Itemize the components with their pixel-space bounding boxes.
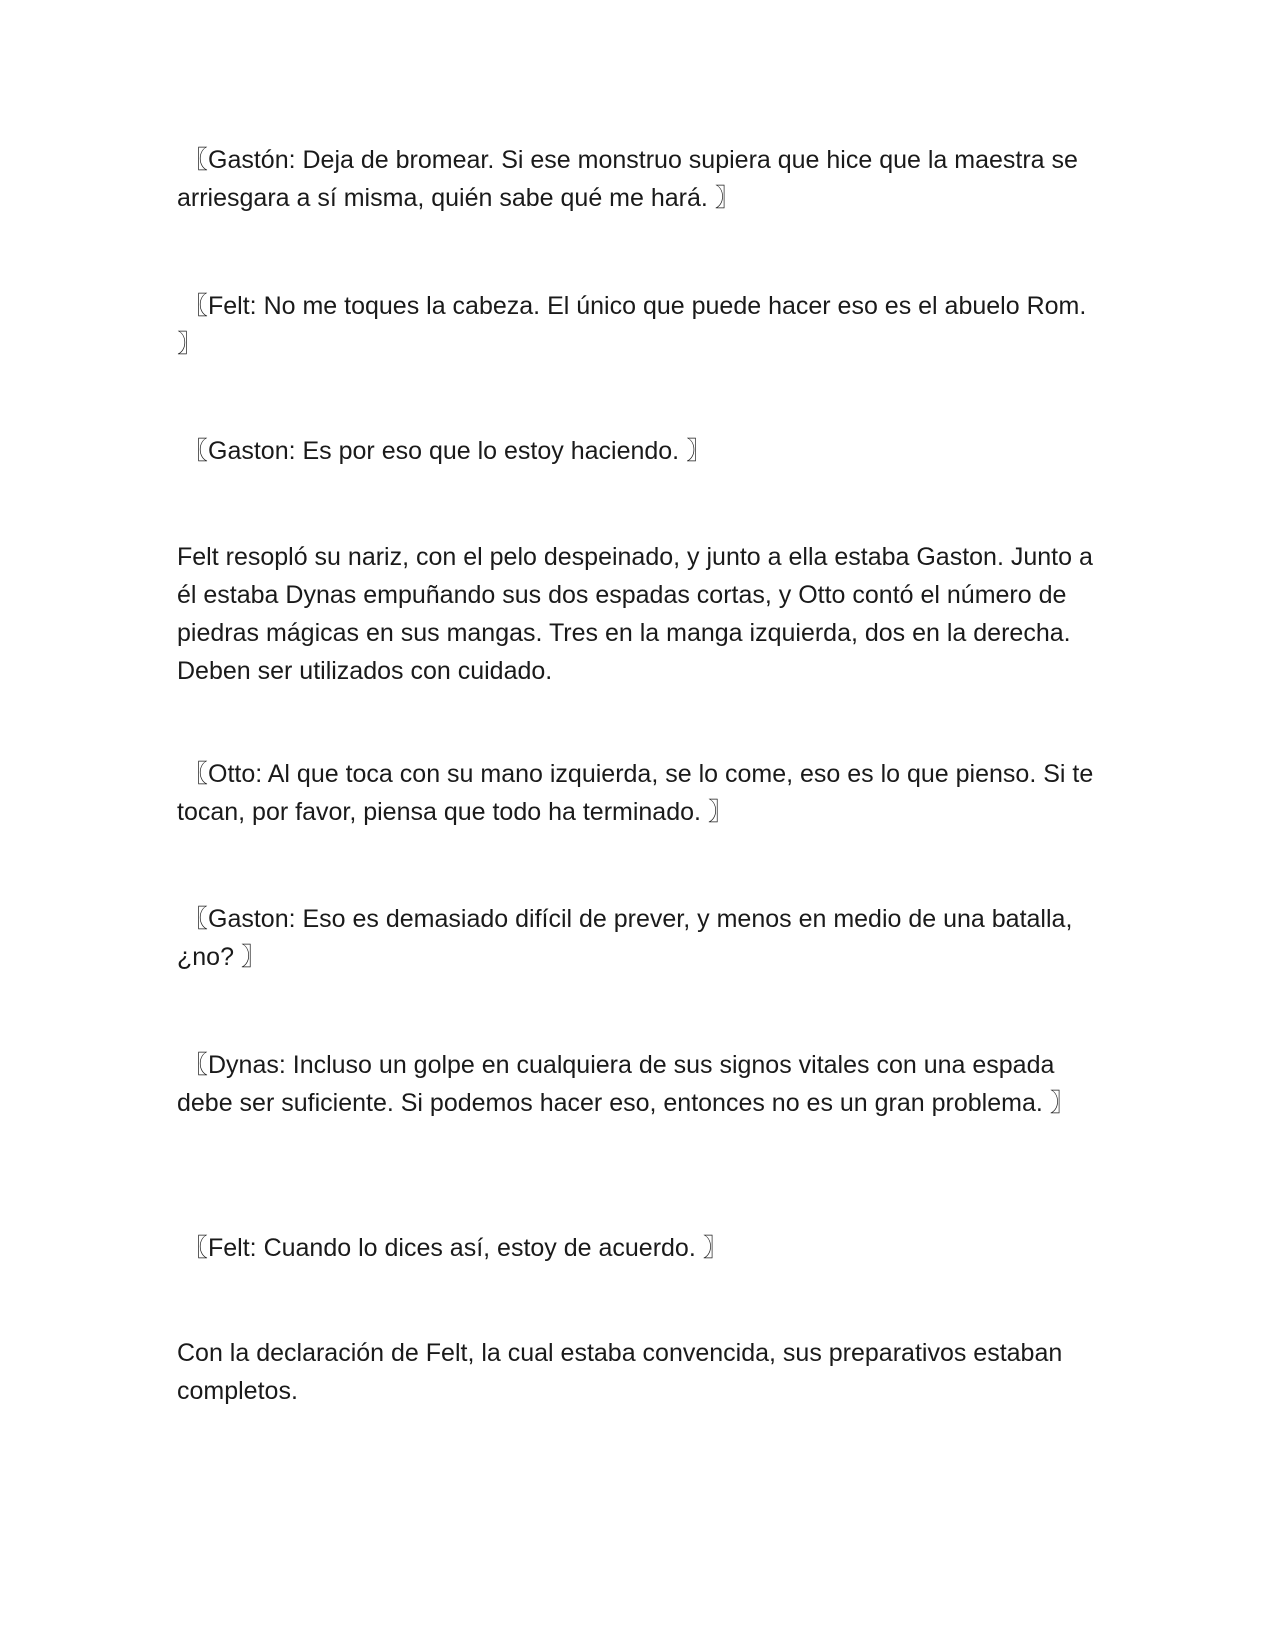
dialogue-gaston-3: 〖Gaston: Eso es demasiado difícil de prever, y menos en medio de una batalla, ¿no? 〗 <box>177 905 1073 971</box>
dialogue-felt-1: 〖Felt: No me toques la cabeza. El único que puede hacer eso es el abuelo Rom. 〗 <box>177 292 1087 358</box>
dialogue-felt-2: 〖Felt: Cuando lo dices así, estoy de acuerdo. 〗 <box>183 1234 728 1262</box>
narration-paragraph-2: Con la declaración de Felt, la cual estaba convencida, sus preparativos estaban completos. <box>177 1339 1063 1405</box>
dialogue-gaston-1: 〖Gastón: Deja de bromear. Si ese monstruo supiera que hice que la maestra se arriesgara a sí misma, quién sabe qué me hará. 〗 <box>177 146 1078 212</box>
dialogue-dynas-1: 〖Dynas: Incluso un golpe en cualquiera de sus signos vitales con una espada debe ser suficiente. Si podemos hacer eso, entonces no es un gran problema. 〗 <box>177 1051 1075 1117</box>
dialogue-gaston-2: 〖Gaston: Es por eso que lo estoy haciendo. 〗 <box>183 437 712 465</box>
narration-paragraph-1: Felt resopló su nariz, con el pelo despeinado, y junto a ella estaba Gaston. Junto a él estaba Dynas empuñando sus dos espadas cortas, y Otto contó el número de piedras mágicas en sus mangas. Tres en la manga izquierda, dos en la derecha. Deben ser utilizados con cuidado. <box>177 543 1093 685</box>
dialogue-otto-1: 〖Otto: Al que toca con su mano izquierda, se lo come, eso es lo que pienso. Si te tocan, por favor, piensa que todo ha terminado. 〗 <box>177 760 1094 826</box>
